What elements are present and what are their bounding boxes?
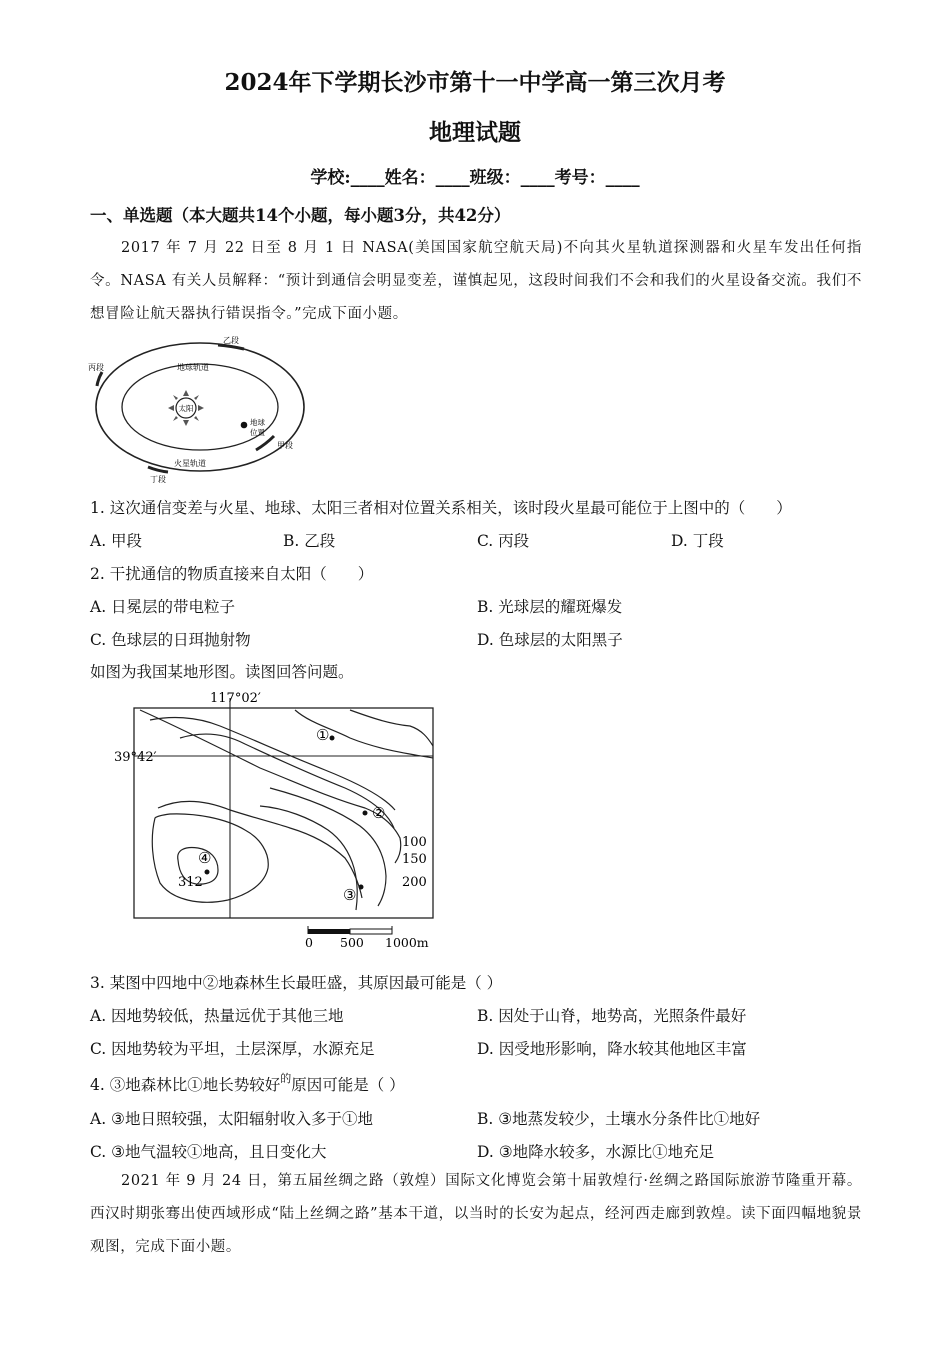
point-2-label: ② [372, 804, 386, 822]
q1-option-c[interactable]: C. 丙段 [477, 532, 530, 550]
contour-label-150: 150 [402, 852, 427, 867]
point-4-dot [205, 870, 210, 875]
q2-option-a[interactable]: A. 日冕层的带电粒子 [90, 598, 236, 616]
scale-1000: 1000m [385, 935, 429, 950]
q1-option-a[interactable]: A. 甲段 [90, 532, 143, 550]
scale-0: 0 [305, 935, 313, 950]
segment-bing: 丙段 [88, 363, 104, 372]
earth-position-dot [241, 422, 248, 429]
segment-ding: 丁段 [150, 475, 166, 484]
sun-label: 太阳 [178, 404, 194, 413]
q2-stem: 2. 干扰通信的物质直接来自太阳（ ） [90, 565, 374, 583]
q2-option-b[interactable]: B. 光球层的耀斑爆发 [477, 598, 623, 616]
mars-orbit-label: 火星轨道 [174, 459, 206, 468]
q3-option-a[interactable]: A. 因地势较低，热量远优于其他三地 [90, 1007, 344, 1025]
peak-elevation: 312 [178, 875, 203, 890]
passage-nasa: 2017 年 7 月 22 日至 8 月 1 日 NASA(美国国家航空航天局)不向其火星轨道探测器和火星车发出任何指令。NASA 有关人员解释：“预计到通信会明显变差，谨慎起见，这段时间我们不会和我们的火星设备交流。我们不想冒险让航天器执行错误指令。”完成下面小题。 [90, 240, 862, 322]
earth-orbit-label: 地球轨道 [177, 363, 209, 372]
student-info-line: 学校:____姓名：____班级：____考号：____ [310, 168, 640, 188]
q4-stem [90, 1073, 405, 1095]
point-2-dot [363, 811, 368, 816]
contour-label-200: 200 [402, 875, 427, 890]
earth-position-label-2: 位置 [250, 428, 265, 437]
contour-label-100: 100 [402, 835, 427, 850]
point-1-label: ① [316, 726, 330, 744]
q3-option-c[interactable]: C. 因地势较为平坦，土层深厚，水源充足 [90, 1040, 375, 1058]
earth-position-label: 地球 [250, 418, 265, 427]
q3-option-b[interactable]: B. 因处于山脊，地势高，光照条件最好 [477, 1007, 747, 1025]
q4-stem-part1: 4. ③地森林比①地长势较好 [90, 1076, 281, 1094]
exam-subject: 地理试题 [429, 119, 521, 146]
q1-stem: 1. 这次通信变差与火星、地球、太阳三者相对位置关系相关，该时段火星最可能位于上图中的（ ） [90, 499, 792, 517]
scale-bar [308, 926, 392, 934]
q2-option-d[interactable]: D. 色球层的太阳黑子 [477, 631, 623, 649]
q3-option-d[interactable]: D. 因受地形影响，降水较其他地区丰富 [477, 1040, 747, 1058]
latitude-label: 39°42′ [114, 750, 157, 765]
passage-topomap: 如图为我国某地形图。读图回答问题。 [90, 663, 354, 681]
point-1-dot [330, 736, 335, 741]
q1-option-b[interactable]: B. 乙段 [283, 532, 336, 550]
q1-option-d[interactable]: D. 丁段 [671, 532, 724, 550]
scale-500: 500 [340, 935, 364, 950]
q4-option-c[interactable]: C. ③地气温较①地高，且日变化大 [90, 1143, 327, 1161]
point-3-dot [359, 885, 364, 890]
section-heading: 一、单选题（本大题共14个小题，每小题3分，共42分） [90, 206, 511, 225]
longitude-label: 117°02′ [210, 691, 261, 706]
q4-stem-part2: 原因可能是（ ） [291, 1076, 405, 1094]
segment-yi: 乙段 [223, 336, 239, 345]
q4-option-b[interactable]: B. ③地蒸发较少，土壤水分条件比①地好 [477, 1110, 761, 1128]
exam-title: 2024年下学期长沙市第十一中学高一第三次月考 [224, 69, 726, 96]
segment-jia: 甲段 [277, 441, 293, 450]
contour-map [110, 688, 460, 958]
q4-stem-sup: 的 [280, 1072, 292, 1085]
q4-option-a[interactable]: A. ③地日照较强，太阳辐射收入多于①地 [90, 1110, 373, 1128]
orbit-diagram [86, 334, 306, 484]
point-4-label: ④ [198, 849, 212, 867]
q2-option-c[interactable]: C. 色球层的日珥抛射物 [90, 631, 251, 649]
point-3-label: ③ [343, 886, 357, 904]
passage-silkroad: 2021 年 9 月 24 日，第五届丝绸之路（敦煌）国际文化博览会第十届敦煌行·丝绸之路国际旅游节隆重开幕。西汉时期张骞出使西域形成“陆上丝绸之路”基本干道，以当时的长安为起点，经河西走廊到敦煌。读下面四幅地貌景观图，完成下面小题。 [90, 1173, 862, 1255]
q3-stem: 3. 某图中四地中②地森林生长最旺盛，其原因最可能是（ ） [90, 974, 503, 992]
q4-option-d[interactable]: D. ③地降水较多，水源比①地充足 [477, 1143, 715, 1161]
